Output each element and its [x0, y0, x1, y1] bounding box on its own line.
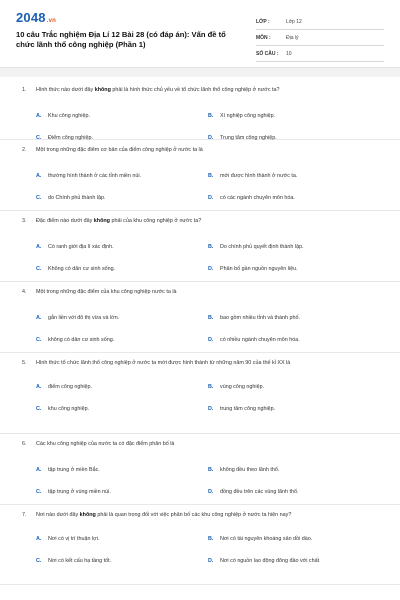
options-grid	[22, 459, 384, 503]
option-text: Trung tâm công nghiệp.	[220, 135, 277, 141]
question-stem	[22, 286, 384, 297]
meta-row-class	[256, 14, 384, 30]
option-letter: A.	[36, 244, 42, 250]
meta-key: SỐ CÂU :	[256, 50, 279, 57]
option-letter: C.	[36, 406, 42, 412]
option-text: có nhiều ngành chuyên môn hóa.	[220, 337, 300, 343]
answer-option[interactable]	[36, 307, 208, 329]
option-text: Điểm công nghiệp.	[48, 135, 93, 141]
question-item	[0, 353, 400, 434]
options-grid	[22, 236, 384, 280]
answer-option[interactable]	[36, 187, 208, 209]
option-letter: A.	[36, 384, 42, 390]
option-letter: D.	[208, 266, 214, 272]
option-text: bao gồm nhiều tỉnh và thành phố.	[220, 315, 301, 321]
option-letter: D.	[208, 489, 214, 495]
question-number: 3.	[22, 218, 27, 224]
answer-option[interactable]	[208, 398, 380, 420]
question-number: 1.	[22, 87, 27, 93]
question-number: 7.	[22, 512, 27, 518]
answer-option[interactable]	[36, 165, 208, 187]
option-letter: B.	[208, 244, 214, 250]
question-item	[0, 505, 400, 585]
option-text: gắn liền với đô thị vừa và lớn.	[48, 315, 120, 321]
meta-panel	[256, 14, 384, 62]
option-text: Có ranh giới địa lí xác định.	[48, 244, 114, 250]
option-text: mới được hình thành ở nước ta.	[220, 173, 298, 179]
option-text: Nơi có vị trí thuận lợi.	[48, 536, 100, 542]
option-letter: A.	[36, 315, 42, 321]
option-text: điểm công nghiệp.	[48, 384, 93, 390]
option-letter: C.	[36, 135, 42, 141]
option-letter: D.	[208, 195, 214, 201]
option-letter: A.	[36, 467, 42, 473]
question-text	[36, 440, 174, 449]
question-text	[36, 146, 203, 155]
meta-key: LỚP :	[256, 18, 270, 25]
option-text: Nơi có tài nguyên khoáng sản dồi dào.	[220, 536, 313, 542]
question-number: 6.	[22, 441, 27, 447]
option-text: Phân bố gần nguồn nguyên liệu.	[220, 266, 298, 272]
option-letter: D.	[208, 558, 214, 564]
question-item	[0, 80, 400, 140]
question-stem	[22, 438, 384, 449]
option-text: Không có dân cư sinh sống.	[48, 266, 116, 272]
option-text: vùng công nghiệp.	[220, 384, 265, 390]
options-grid	[22, 165, 384, 209]
question-text-part: Các khu công nghiệp của nước ta có đặc điểm phân bố là	[36, 441, 175, 447]
meta-value: 10	[286, 50, 292, 57]
option-text: Nơi có nguồn lao động đông đảo với chất	[220, 558, 320, 564]
question-emphasis: không	[93, 218, 110, 224]
question-text-part: Hình thức tổ chức lãnh thổ công nghiệp ở nước ta mới được hình thành từ những năm 90 của thế kỉ XX là	[36, 360, 291, 366]
question-text	[36, 217, 201, 226]
option-letter: D.	[208, 337, 214, 343]
option-letter: B.	[208, 315, 214, 321]
answer-option[interactable]	[208, 550, 380, 572]
option-letter: C.	[36, 195, 42, 201]
option-letter: B.	[208, 467, 214, 473]
question-text-part: Hình thức nào dưới đây	[36, 87, 95, 93]
option-text: Nơi có kết cấu hạ tầng tốt.	[48, 558, 112, 564]
option-text: do Chính phủ thành lập.	[48, 195, 106, 201]
options-grid	[22, 528, 384, 572]
options-grid	[22, 376, 384, 420]
question-text-part: Đặc điểm nào dưới đây	[36, 218, 94, 224]
answer-option[interactable]	[208, 329, 380, 351]
option-letter: A.	[36, 173, 42, 179]
meta-key: MÔN :	[256, 34, 271, 41]
question-number: 4.	[22, 289, 27, 295]
logo-suffix: .vn	[46, 18, 57, 24]
options-grid	[22, 105, 384, 149]
answer-option[interactable]	[208, 528, 380, 550]
question-list	[0, 80, 400, 585]
option-text: tập trung ở vùng miền núi.	[48, 489, 111, 495]
option-text: đồng đều trên các vùng lãnh thổ.	[220, 489, 299, 495]
meta-row-subject	[256, 30, 384, 46]
answer-option[interactable]	[208, 187, 380, 209]
question-stem	[22, 84, 384, 95]
page-title-block	[16, 30, 244, 50]
question-text-part: Một trong những đặc điểm của khu công nghiệp nước ta là	[36, 289, 177, 295]
question-text-part: phải của khu công nghiệp ở nước ta?	[109, 218, 202, 224]
page-title: 10 câu Trắc nghiệm Địa Lí 12 Bài 28 (có đáp án): Vấn đề tổ chức lãnh thổ công nghiệp (Phần 1)	[16, 30, 226, 49]
option-text: thường hình thành ở các tỉnh miền núi.	[48, 173, 142, 179]
option-letter: C.	[36, 558, 42, 564]
question-item	[0, 282, 400, 353]
meta-row-count	[256, 46, 384, 62]
question-item	[0, 211, 400, 282]
option-letter: B.	[208, 384, 214, 390]
answer-option[interactable]	[208, 376, 380, 398]
question-item	[0, 140, 400, 211]
answer-option[interactable]	[208, 105, 380, 127]
option-letter: D.	[208, 135, 214, 141]
answer-option[interactable]	[36, 528, 208, 550]
question-number: 5.	[22, 360, 27, 366]
option-text: không đều theo lãnh thổ.	[220, 467, 280, 473]
question-text-part: Một trong những đặc điểm cơ bản của điểm công nghiệp ở nước ta là	[36, 147, 203, 153]
option-letter: D.	[208, 406, 214, 412]
meta-value[interactable]: Lớp 12	[286, 18, 302, 25]
header	[0, 0, 400, 66]
logo-text: 2048	[16, 10, 46, 25]
option-text: khu công nghiệp.	[48, 406, 90, 412]
answer-option[interactable]	[208, 127, 380, 149]
answer-option[interactable]	[36, 236, 208, 258]
option-letter: C.	[36, 337, 42, 343]
answer-option[interactable]	[208, 307, 380, 329]
answer-option[interactable]	[36, 459, 208, 481]
answer-option[interactable]	[36, 258, 208, 280]
option-text: không có dân cư sinh sống.	[48, 337, 115, 343]
option-text: Do chính phủ quyết định thành lập.	[220, 244, 304, 250]
option-letter: A.	[36, 536, 42, 542]
option-letter: C.	[36, 266, 42, 272]
question-text-part: Nơi nào dưới đây	[36, 512, 80, 518]
question-emphasis: không	[79, 512, 96, 518]
answer-option[interactable]	[36, 329, 208, 351]
answer-option[interactable]	[208, 236, 380, 258]
option-text: Xí nghiệp công nghiệp.	[220, 113, 276, 119]
question-item	[0, 434, 400, 505]
question-text	[36, 288, 177, 297]
answer-option[interactable]	[208, 165, 380, 187]
answer-option[interactable]	[208, 459, 380, 481]
option-text: Khu công nghiệp.	[48, 113, 90, 119]
answer-option[interactable]	[208, 258, 380, 280]
question-text	[36, 511, 291, 520]
question-stem	[22, 357, 384, 368]
answer-option[interactable]	[208, 481, 380, 503]
answer-option[interactable]	[36, 376, 208, 398]
question-emphasis: không	[94, 87, 111, 93]
option-letter: B.	[208, 173, 214, 179]
question-number: 2.	[22, 147, 27, 153]
option-text: có các ngành chuyên môn hóa.	[220, 195, 295, 201]
answer-option[interactable]	[36, 105, 208, 127]
question-text-part: phải là hình thức chủ yếu về tổ chức lãnh thổ công nghiệp ở nước ta?	[110, 87, 280, 93]
answer-option[interactable]	[36, 481, 208, 503]
option-text: trung tâm công nghiệp.	[220, 406, 276, 412]
option-letter: A.	[36, 113, 42, 119]
question-text	[36, 359, 290, 368]
option-letter: B.	[208, 536, 214, 542]
question-stem	[22, 215, 384, 226]
question-stem	[22, 509, 384, 520]
option-text: tập trung ở miền Bắc.	[48, 467, 100, 473]
options-grid	[22, 307, 384, 351]
meta-value[interactable]: Địa lý	[286, 34, 299, 41]
answer-option[interactable]	[36, 398, 208, 420]
answer-option[interactable]	[36, 550, 208, 572]
option-letter: C.	[36, 489, 42, 495]
option-letter: B.	[208, 113, 214, 119]
question-text-part: phải là quan trọng đối với việc phân bố các khu công nghiệp ở nước ta hiện nay?	[95, 512, 292, 518]
header-separator	[0, 67, 400, 77]
question-text	[36, 86, 280, 95]
